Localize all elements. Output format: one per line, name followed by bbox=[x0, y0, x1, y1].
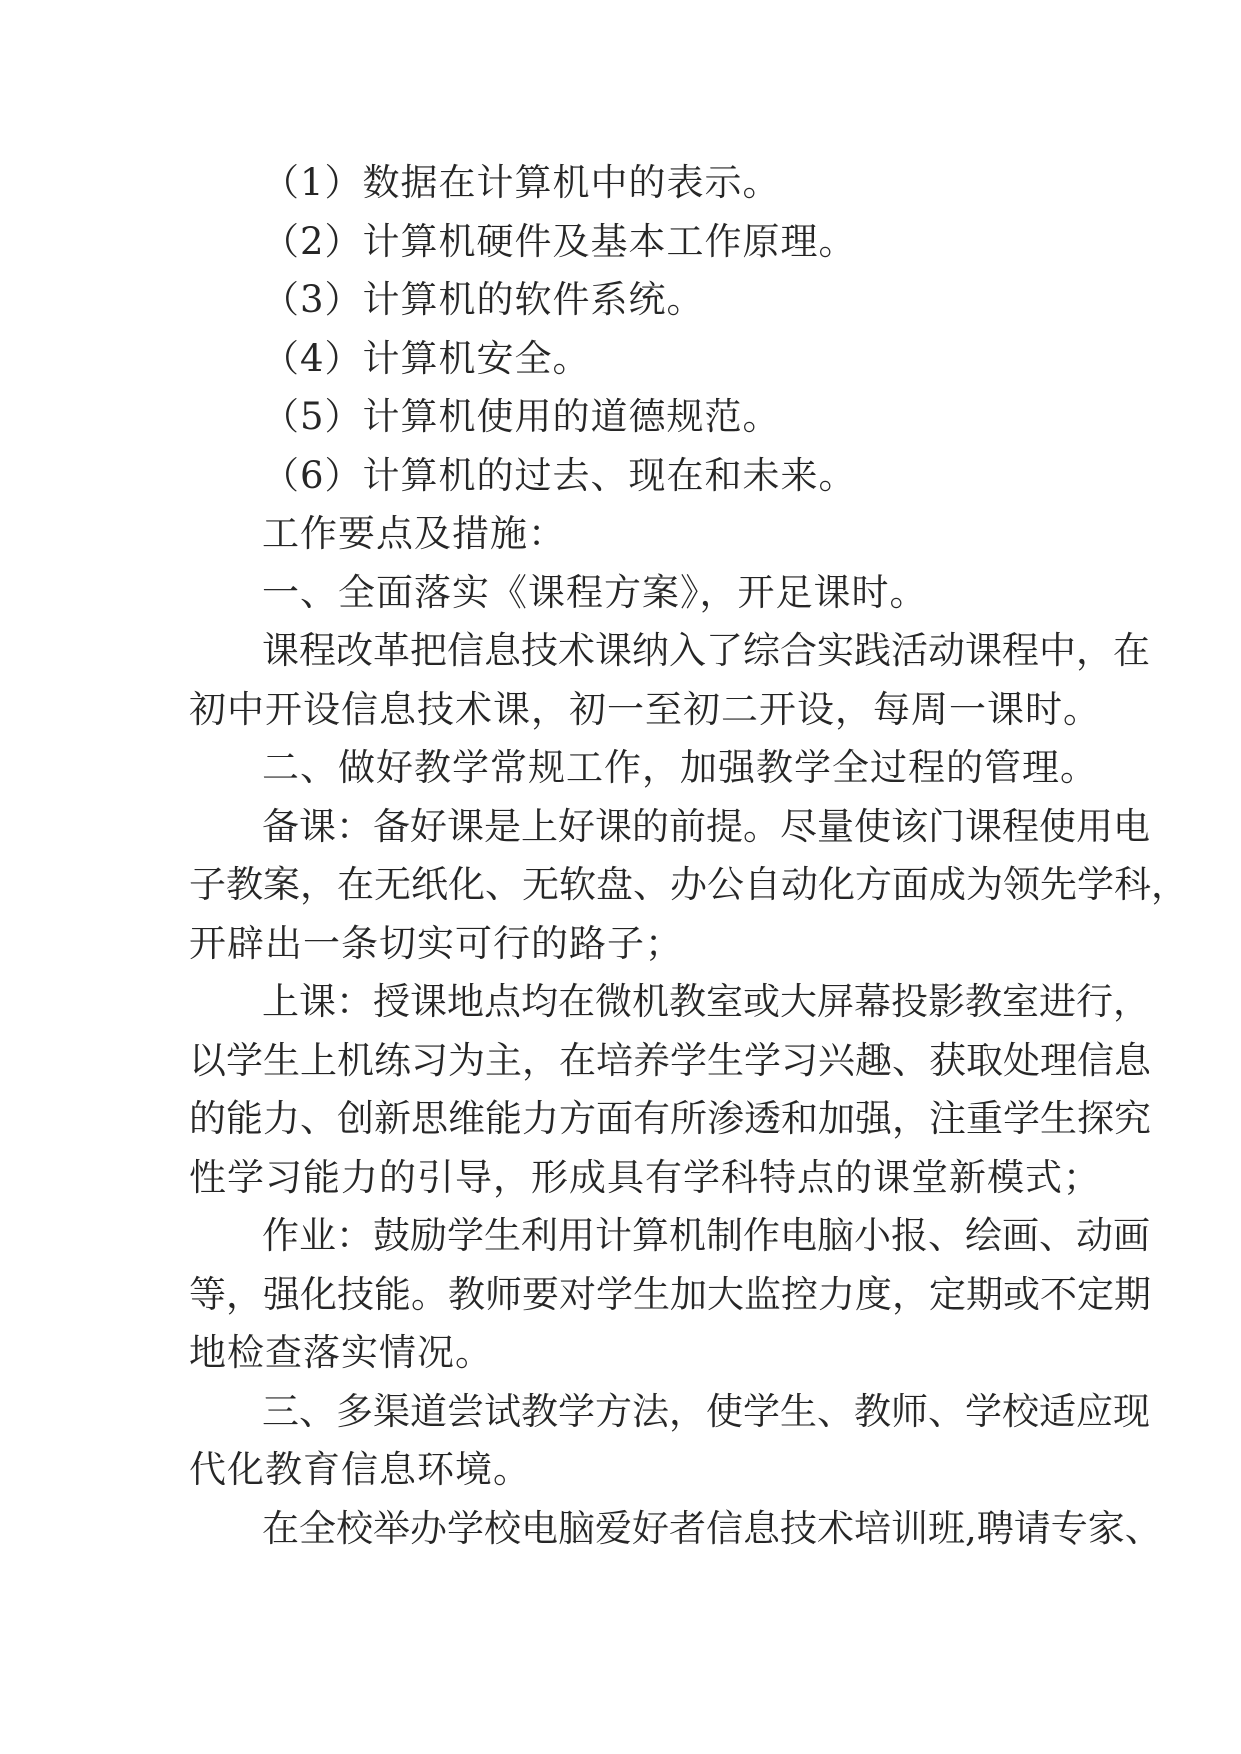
text-char: 强 bbox=[855, 1097, 892, 1140]
text-char: 电 bbox=[521, 1506, 558, 1550]
text-char: 趣 bbox=[855, 1038, 892, 1082]
text-char: 教 bbox=[854, 1389, 891, 1433]
text-char: 课 bbox=[299, 804, 336, 848]
text-char: 生 bbox=[484, 1214, 521, 1257]
text-char: 方 bbox=[855, 863, 892, 906]
text-char: 不 bbox=[1040, 1272, 1077, 1316]
text-char: 现 bbox=[1113, 1389, 1150, 1433]
text-char: 技 bbox=[337, 1272, 374, 1316]
text-line: 地检查落实情况。 bbox=[189, 1331, 493, 1374]
text-char: 练 bbox=[374, 1038, 411, 1082]
text-char: ， bbox=[892, 1097, 929, 1140]
text-char: ， bbox=[669, 1389, 706, 1433]
text-char: 透 bbox=[744, 1097, 781, 1140]
text-char: 励 bbox=[410, 1214, 447, 1257]
text-char: 强 bbox=[263, 1272, 300, 1316]
text-char: 程 bbox=[299, 629, 336, 672]
text-char: 计 bbox=[595, 1214, 632, 1257]
text-char: 以 bbox=[189, 1038, 226, 1082]
text-char: 术 bbox=[817, 1506, 854, 1550]
text-char: 办 bbox=[670, 863, 707, 906]
text-line bbox=[189, 1207, 1150, 1266]
text-char: 探 bbox=[1077, 1097, 1114, 1140]
text-char: 课 bbox=[410, 980, 447, 1023]
text-char: 息 bbox=[743, 1506, 780, 1550]
text-char: 大 bbox=[707, 1272, 744, 1316]
text-char: 好 bbox=[632, 1506, 669, 1550]
text-char: 定 bbox=[1077, 1272, 1114, 1316]
text-char: 进 bbox=[1039, 980, 1076, 1023]
text-char: 学 bbox=[1077, 863, 1114, 906]
text-char: 维 bbox=[448, 1097, 485, 1140]
text-char: 动 bbox=[1076, 1214, 1113, 1257]
text-char: 聘 bbox=[976, 1506, 1014, 1550]
text-char: 门 bbox=[928, 804, 965, 848]
text-char: 、 bbox=[1124, 1506, 1162, 1550]
text-char: 使 bbox=[854, 804, 891, 848]
text-char: 对 bbox=[559, 1272, 596, 1316]
text-char: 合 bbox=[780, 629, 817, 672]
text-char: 期 bbox=[966, 1272, 1003, 1316]
text-char: 适 bbox=[1039, 1389, 1076, 1433]
text-char: 等 bbox=[189, 1272, 226, 1316]
text-char: 、 bbox=[300, 1097, 337, 1140]
text-char: 力 bbox=[522, 1097, 559, 1140]
text-line bbox=[189, 973, 1150, 1032]
text-char: 无 bbox=[374, 863, 411, 906]
text-char: 微 bbox=[595, 980, 632, 1023]
text-char: 学 bbox=[226, 1038, 263, 1082]
text-char: 革 bbox=[373, 629, 410, 672]
text-char: 上 bbox=[300, 1038, 337, 1082]
text-char: 自 bbox=[744, 863, 781, 906]
text-char: 案 bbox=[263, 863, 300, 906]
text-char: 创 bbox=[337, 1097, 374, 1140]
text-char: 期 bbox=[1114, 1272, 1151, 1316]
text-char: 了 bbox=[706, 629, 743, 672]
text-char: 办 bbox=[410, 1506, 447, 1550]
text-char: 能 bbox=[226, 1097, 263, 1140]
text-line: 初中开设信息技术课，初一至初二开设，每周一课时。 bbox=[189, 687, 1101, 731]
text-char: 师 bbox=[891, 1389, 928, 1433]
text-line: 性学习能力的引导，形成具有学科特点的课堂新模式； bbox=[189, 1155, 1101, 1199]
text-char: 纸 bbox=[411, 863, 448, 906]
text-char: 或 bbox=[1003, 1272, 1040, 1316]
text-char: 综 bbox=[743, 629, 780, 672]
text-char: 幕 bbox=[854, 980, 891, 1023]
text-char: 课 bbox=[595, 629, 632, 672]
text-char: 化 bbox=[300, 1272, 337, 1316]
text-char: 渗 bbox=[707, 1097, 744, 1140]
text-char: 、 bbox=[485, 863, 522, 906]
text-char: 能 bbox=[485, 1097, 522, 1140]
text-char: 师 bbox=[485, 1272, 522, 1316]
text-line bbox=[189, 798, 1150, 857]
text-char: 术 bbox=[558, 629, 595, 672]
text-char: 上 bbox=[521, 804, 558, 848]
text-char: 为 bbox=[966, 863, 1003, 906]
text-char: 使 bbox=[1039, 804, 1076, 848]
text-char: 课 bbox=[262, 629, 299, 672]
text-char: 课 bbox=[447, 804, 484, 848]
text-char: 培 bbox=[854, 1506, 891, 1550]
text-char: 重 bbox=[966, 1097, 1003, 1140]
text-char: 作 bbox=[743, 1214, 780, 1257]
text-char: 定 bbox=[929, 1272, 966, 1316]
text-char: 动 bbox=[928, 629, 965, 672]
text-char: 校 bbox=[484, 1506, 521, 1550]
text-char: 信 bbox=[706, 1506, 743, 1550]
text-char: 脑 bbox=[558, 1506, 595, 1550]
text-line: （5）计算机使用的道德规范。 bbox=[262, 395, 781, 438]
text-char: 取 bbox=[966, 1038, 1003, 1082]
text-char: 学 bbox=[1003, 1097, 1040, 1140]
text-char: 班 bbox=[928, 1506, 965, 1550]
text-char: 尽 bbox=[780, 804, 817, 848]
text-char: 脑 bbox=[817, 1214, 854, 1257]
text-char: 能 bbox=[374, 1272, 411, 1316]
text-char: 所 bbox=[670, 1097, 707, 1140]
text-char: 渠 bbox=[373, 1389, 410, 1433]
text-char: 或 bbox=[743, 980, 780, 1023]
text-char: 在 bbox=[337, 863, 374, 906]
text-char: 为 bbox=[448, 1038, 485, 1082]
text-char: 学 bbox=[743, 1389, 780, 1433]
text-char: 培 bbox=[596, 1038, 633, 1082]
text-char: 盘 bbox=[596, 863, 633, 906]
text-char: 程 bbox=[1002, 804, 1039, 848]
text-char: 授 bbox=[373, 980, 410, 1023]
text-char: 鼓 bbox=[373, 1214, 410, 1257]
text-char: 入 bbox=[669, 629, 706, 672]
text-char: 影 bbox=[928, 980, 965, 1023]
document-body bbox=[189, 154, 1188, 1558]
text-char: 上 bbox=[262, 980, 299, 1023]
text-char: 学 bbox=[596, 1272, 633, 1316]
text-char: 机 bbox=[669, 1214, 706, 1257]
text-char: 、 bbox=[817, 1389, 854, 1433]
text-char: ， bbox=[892, 1272, 929, 1316]
text-char: 习 bbox=[781, 1038, 818, 1082]
text-char: 在 bbox=[1113, 629, 1150, 672]
text-char: 点 bbox=[484, 980, 521, 1023]
text-char: 教 bbox=[965, 980, 1002, 1023]
text-char: 画 bbox=[1002, 1214, 1039, 1257]
text-char: 教 bbox=[448, 1272, 485, 1316]
text-char: 兴 bbox=[818, 1038, 855, 1082]
text-char: 把 bbox=[410, 629, 447, 672]
text-char: 小 bbox=[854, 1214, 891, 1257]
text-char: 机 bbox=[632, 980, 669, 1023]
text-char: ， bbox=[1113, 980, 1150, 1023]
text-char: 在 bbox=[558, 980, 595, 1023]
text-char: 理 bbox=[1040, 1038, 1077, 1082]
text-char: ： bbox=[336, 1214, 373, 1257]
text-char: 学 bbox=[447, 1214, 484, 1257]
text-char: 画 bbox=[1113, 1214, 1150, 1257]
text-char: 尝 bbox=[447, 1389, 484, 1433]
text-char: 践 bbox=[854, 629, 891, 672]
text-char: 好 bbox=[558, 804, 595, 848]
text-char: 主 bbox=[485, 1038, 522, 1082]
text-char: 技 bbox=[780, 1506, 817, 1550]
text-char: ， bbox=[1151, 863, 1188, 906]
text-char: 养 bbox=[633, 1038, 670, 1082]
text-char: 学 bbox=[447, 1506, 484, 1550]
text-char: 新 bbox=[374, 1097, 411, 1140]
text-char: 生 bbox=[263, 1038, 300, 1082]
text-char: 备 bbox=[262, 804, 299, 848]
text-char: 方 bbox=[595, 1389, 632, 1433]
text-line bbox=[189, 856, 1188, 915]
text-char: ， bbox=[1076, 629, 1113, 672]
text-char: 家 bbox=[1087, 1506, 1125, 1550]
text-line bbox=[189, 1266, 1151, 1325]
text-line: 代化教育信息环境。 bbox=[189, 1448, 531, 1491]
text-char: 业 bbox=[299, 1214, 336, 1257]
text-char: 教 bbox=[521, 1389, 558, 1433]
text-char: 面 bbox=[892, 863, 929, 906]
text-char: 注 bbox=[929, 1097, 966, 1140]
text-char: 校 bbox=[1002, 1389, 1039, 1433]
text-char: 子 bbox=[189, 863, 226, 906]
text-char: 电 bbox=[1113, 804, 1150, 848]
text-line: （4）计算机安全。 bbox=[262, 336, 591, 380]
text-char: 、 bbox=[928, 1214, 965, 1257]
text-char: 信 bbox=[1077, 1038, 1114, 1082]
text-char: 电 bbox=[780, 1214, 817, 1257]
text-char: 先 bbox=[1040, 863, 1077, 906]
text-char: 生 bbox=[780, 1389, 817, 1433]
text-char: 前 bbox=[669, 804, 706, 848]
text-char: 公 bbox=[707, 863, 744, 906]
text-char: 全 bbox=[299, 1506, 336, 1550]
text-char: 报 bbox=[891, 1214, 928, 1257]
text-char: 室 bbox=[706, 980, 743, 1023]
text-char: 专 bbox=[1050, 1506, 1088, 1550]
text-char: 三 bbox=[262, 1389, 299, 1433]
text-char: 。 bbox=[743, 804, 780, 848]
text-char: 多 bbox=[336, 1389, 373, 1433]
text-char: 学 bbox=[744, 1038, 781, 1082]
text-char: 处 bbox=[1003, 1038, 1040, 1082]
text-char: 成 bbox=[929, 863, 966, 906]
text-char: 用 bbox=[1076, 804, 1113, 848]
text-char: 力 bbox=[818, 1272, 855, 1316]
text-char: 在 bbox=[262, 1506, 299, 1550]
text-char: 程 bbox=[1002, 629, 1039, 672]
text-char: 课 bbox=[965, 804, 1002, 848]
text-char: 力 bbox=[263, 1097, 300, 1140]
text-char: ， bbox=[300, 863, 337, 906]
text-char: 思 bbox=[411, 1097, 448, 1140]
text-char: 法 bbox=[632, 1389, 669, 1433]
text-char: 应 bbox=[1076, 1389, 1113, 1433]
text-char: 、 bbox=[1039, 1214, 1076, 1257]
text-char: 在 bbox=[559, 1038, 596, 1082]
text-char: 科 bbox=[1114, 863, 1151, 906]
text-char: 化 bbox=[448, 863, 485, 906]
text-char: 请 bbox=[1013, 1506, 1051, 1550]
text-char: 信 bbox=[447, 629, 484, 672]
text-char: 课 bbox=[965, 629, 1002, 672]
text-char: 息 bbox=[1114, 1038, 1151, 1082]
text-char: 要 bbox=[522, 1272, 559, 1316]
text-char: 技 bbox=[521, 629, 558, 672]
text-char: 生 bbox=[707, 1038, 744, 1082]
text-char: 有 bbox=[633, 1097, 670, 1140]
text-char: 生 bbox=[1040, 1097, 1077, 1140]
text-line: 开辟出一条切实可行的路子； bbox=[189, 921, 683, 965]
text-char: 监 bbox=[744, 1272, 781, 1316]
text-char: 绘 bbox=[965, 1214, 1002, 1257]
text-line: 二、做好教学常规工作，加强教学全过程的管理。 bbox=[262, 746, 1098, 789]
text-char: 教 bbox=[226, 863, 263, 906]
text-char: 控 bbox=[781, 1272, 818, 1316]
text-char: 用 bbox=[558, 1214, 595, 1257]
text-char: ： bbox=[336, 980, 373, 1023]
text-line: 工作要点及措施： bbox=[262, 512, 566, 555]
text-char: ， bbox=[226, 1272, 263, 1316]
text-char: 试 bbox=[484, 1389, 521, 1433]
text-char: 地 bbox=[447, 980, 484, 1023]
text-line: （3）计算机的软件系统。 bbox=[262, 278, 705, 321]
text-char: 、 bbox=[928, 1389, 965, 1433]
text-char: 息 bbox=[484, 629, 521, 672]
text-char: 改 bbox=[336, 629, 373, 672]
text-char: 学 bbox=[558, 1389, 595, 1433]
text-char: 备 bbox=[373, 804, 410, 848]
text-char: 领 bbox=[1003, 863, 1040, 906]
text-char: 道 bbox=[410, 1389, 447, 1433]
text-char: 课 bbox=[299, 980, 336, 1023]
text-char: 是 bbox=[484, 804, 521, 848]
text-line bbox=[189, 1500, 1162, 1559]
text-char: 的 bbox=[189, 1097, 226, 1140]
text-char: 获 bbox=[929, 1038, 966, 1082]
text-char: ， bbox=[522, 1038, 559, 1082]
text-char: 加 bbox=[818, 1097, 855, 1140]
text-char: 学 bbox=[965, 1389, 1002, 1433]
text-char: 制 bbox=[706, 1214, 743, 1257]
text-char: 校 bbox=[336, 1506, 373, 1550]
text-char: 爱 bbox=[595, 1506, 632, 1550]
text-line bbox=[189, 1383, 1150, 1442]
text-line bbox=[189, 622, 1150, 681]
text-char: 、 bbox=[633, 863, 670, 906]
text-char: 纳 bbox=[632, 629, 669, 672]
text-char: 者 bbox=[669, 1506, 706, 1550]
text-char: 习 bbox=[411, 1038, 448, 1082]
text-char: 算 bbox=[632, 1214, 669, 1257]
text-line: （6）计算机的过去、现在和未来。 bbox=[262, 453, 857, 497]
text-char: 中 bbox=[1039, 629, 1076, 672]
text-char: ： bbox=[336, 804, 373, 848]
text-char: 的 bbox=[632, 804, 669, 848]
text-char: 实 bbox=[817, 629, 854, 672]
text-char: 加 bbox=[670, 1272, 707, 1316]
text-char: 动 bbox=[781, 863, 818, 906]
text-char: 好 bbox=[410, 804, 447, 848]
text-char: 作 bbox=[262, 1214, 299, 1257]
text-char: 、 bbox=[892, 1038, 929, 1082]
text-char: 度 bbox=[855, 1272, 892, 1316]
text-line bbox=[189, 1090, 1151, 1149]
text-char: 量 bbox=[817, 804, 854, 848]
text-char: 。 bbox=[411, 1272, 448, 1316]
text-char: 大 bbox=[780, 980, 817, 1023]
text-char: , bbox=[965, 1506, 977, 1550]
text-char: 、 bbox=[299, 1389, 336, 1433]
text-char: 训 bbox=[891, 1506, 928, 1550]
text-char: 均 bbox=[521, 980, 558, 1023]
text-line: （2）计算机硬件及基本工作原理。 bbox=[262, 219, 857, 263]
text-char: 教 bbox=[669, 980, 706, 1023]
text-line bbox=[189, 1032, 1151, 1091]
text-char: 利 bbox=[521, 1214, 558, 1257]
text-char: 学 bbox=[670, 1038, 707, 1082]
text-char: 和 bbox=[781, 1097, 818, 1140]
text-char: 生 bbox=[633, 1272, 670, 1316]
text-char: 方 bbox=[559, 1097, 596, 1140]
text-char: 该 bbox=[891, 804, 928, 848]
text-char: 行 bbox=[1076, 980, 1113, 1023]
text-line: 一、全面落实《课程方案》，开足课时。 bbox=[262, 570, 928, 614]
text-line: （1）数据在计算机中的表示。 bbox=[262, 161, 781, 204]
text-char: 使 bbox=[706, 1389, 743, 1433]
text-char: 无 bbox=[522, 863, 559, 906]
text-char: 课 bbox=[595, 804, 632, 848]
text-char: 室 bbox=[1002, 980, 1039, 1023]
text-char: 提 bbox=[706, 804, 743, 848]
text-char: 投 bbox=[891, 980, 928, 1023]
text-char: 活 bbox=[891, 629, 928, 672]
text-char: 化 bbox=[818, 863, 855, 906]
text-char: 面 bbox=[596, 1097, 633, 1140]
text-char: 机 bbox=[337, 1038, 374, 1082]
text-char: 举 bbox=[373, 1506, 410, 1550]
text-char: 屏 bbox=[817, 980, 854, 1023]
text-char: 软 bbox=[559, 863, 596, 906]
text-char: 究 bbox=[1114, 1097, 1151, 1140]
